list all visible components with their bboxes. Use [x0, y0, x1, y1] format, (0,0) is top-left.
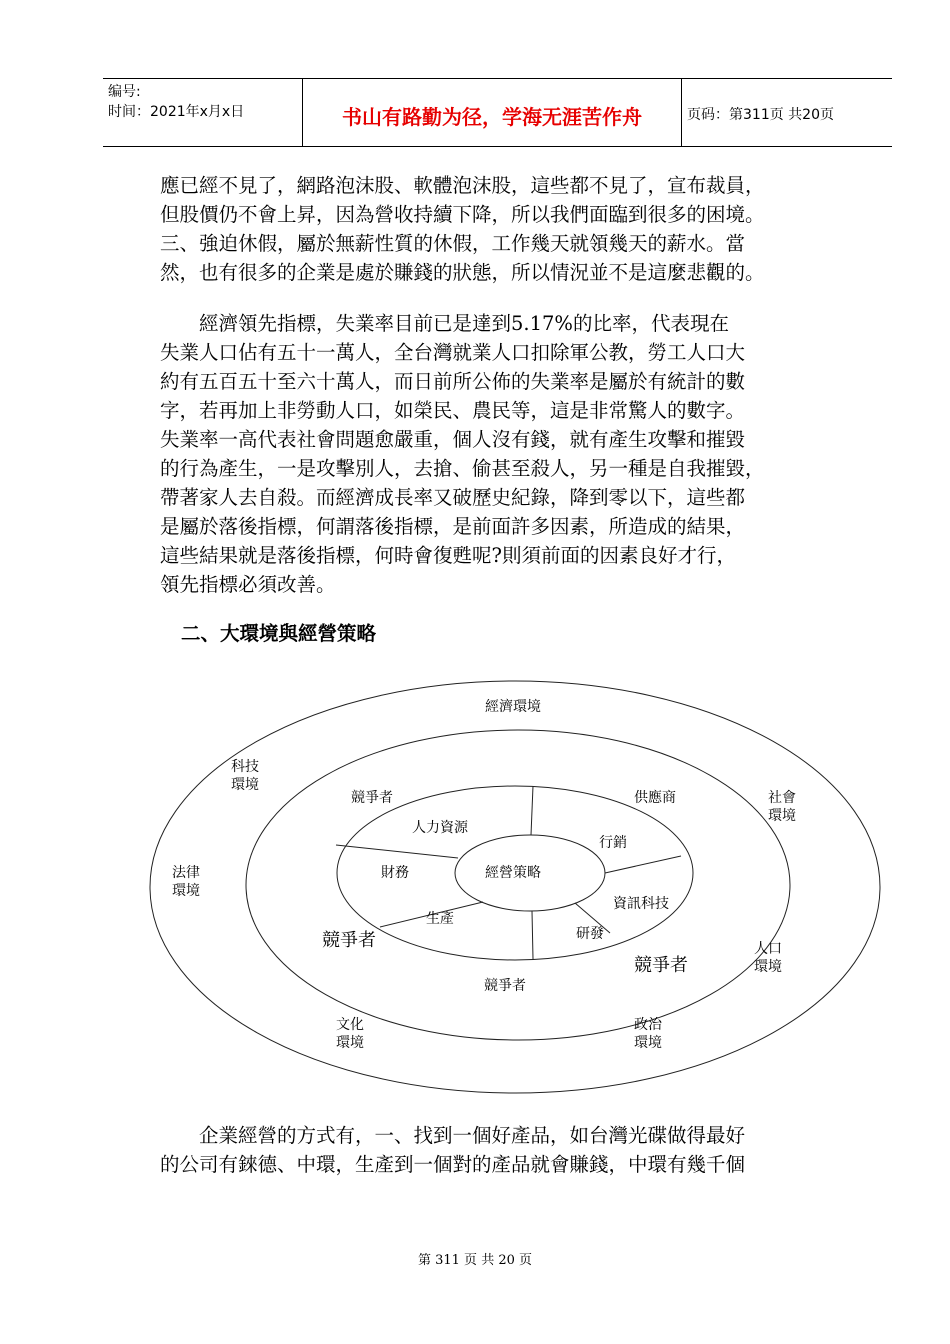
text-line: 失業人口佔有五十一萬人，全台灣就業人口扣除軍公教，勞工人口大	[160, 341, 746, 364]
header-page-cell	[681, 79, 892, 146]
text-line: 約有五百五十至六十萬人，而日前所公佈的失業率是屬於有統計的數	[160, 370, 746, 393]
label-rnd: 研發	[576, 926, 604, 942]
paragraph-3	[160, 1121, 860, 1179]
text-line: 失業率一高代表社會問題愈嚴重，個人沒有錢，就有產生攻擊和摧毀	[160, 428, 746, 451]
divider-line	[336, 845, 458, 858]
label-politics-environment: 政治 環境	[634, 1017, 662, 1051]
page-info: 页码：第311页 共20页	[687, 107, 834, 123]
label-competitor: 競爭者	[634, 955, 688, 976]
paragraph-1	[160, 171, 860, 287]
label-competitor: 競爭者	[484, 978, 526, 994]
label-culture-environment: 文化 環境	[336, 1017, 364, 1051]
text-line: 的公司有錸德、中環，生產到一個對的產品就會賺錢，中環有幾千個	[160, 1153, 746, 1176]
text-line: 這些結果就是落後指標，何時會復甦呢?則須前面的因素良好才行，	[160, 544, 736, 567]
label-production: 生產	[426, 911, 454, 927]
motto: 书山有路勤为径，学海无涯苦作舟	[342, 105, 642, 129]
label-economic-environment: 經濟環境	[485, 699, 541, 715]
divider-line	[531, 786, 533, 835]
label-information-technology: 資訊科技	[613, 896, 669, 912]
header-motto-cell	[302, 79, 682, 146]
text-line: 是屬於落後指標，何謂落後指標，是前面許多因素，所造成的結果，	[160, 515, 746, 538]
paragraph-2	[160, 309, 860, 599]
date-label: 时间：2021年x月x日	[108, 104, 245, 120]
text-line: 應已經不見了，網路泡沫股、軟體泡沫股，這些都不見了，宣布裁員，	[160, 174, 765, 197]
section-heading: 二、大環境與經營策略	[181, 622, 377, 645]
divider-line	[605, 856, 681, 873]
text-line: 字，若再加上非勞動人口，如榮民、農民等，這是非常驚人的數字。	[160, 399, 746, 422]
text-line: 三、強迫休假，屬於無薪性質的休假，工作幾天就領幾天的薪水。當	[160, 232, 746, 255]
label-tech-environment: 科技 環境	[231, 759, 259, 793]
text-line: 但股價仍不會上昇，因為營收持續下降，所以我們面臨到很多的困境。	[160, 203, 765, 226]
label-marketing: 行銷	[599, 835, 627, 851]
page-header	[103, 78, 892, 147]
code-label: 编号:	[108, 84, 141, 100]
text-line: 企業經營的方式有，一、找到一個好產品，如台灣光碟做得最好	[160, 1124, 746, 1147]
label-human-resources: 人力資源	[412, 820, 468, 836]
label-law-environment: 法律 環境	[172, 865, 200, 899]
label-competitor: 競爭者	[351, 790, 393, 806]
text-line: 領先指標必須改善。	[160, 573, 336, 596]
label-population-environment: 人口 環境	[754, 941, 782, 975]
text-line: 然，也有很多的企業是處於賺錢的狀態，所以情況並不是這麼悲觀的。	[160, 261, 765, 284]
header-meta-cell	[103, 79, 302, 146]
label-supplier: 供應商	[634, 790, 676, 806]
outer-ellipse	[150, 681, 880, 1093]
divider-line	[532, 911, 533, 959]
text-line: 的行為產生，一是攻擊別人，去搶、偷甚至殺人，另一種是自我摧毀，	[160, 457, 765, 480]
label-social-environment: 社會 環境	[768, 790, 796, 824]
label-business-strategy: 經營策略	[485, 865, 541, 881]
label-competitor: 競爭者	[322, 930, 376, 951]
text-line: 經濟領先指標，失業率目前已是達到5.17%的比率，代表現在	[160, 312, 729, 335]
diagram-shapes	[140, 675, 890, 1100]
page-footer: 第 311 页 共 20 页	[417, 1253, 533, 1268]
label-finance: 財務	[381, 865, 409, 881]
environment-strategy-diagram	[140, 675, 890, 1100]
text-line: 帶著家人去自殺。而經濟成長率又破歷史紀錄，降到零以下，這些都	[160, 486, 746, 509]
